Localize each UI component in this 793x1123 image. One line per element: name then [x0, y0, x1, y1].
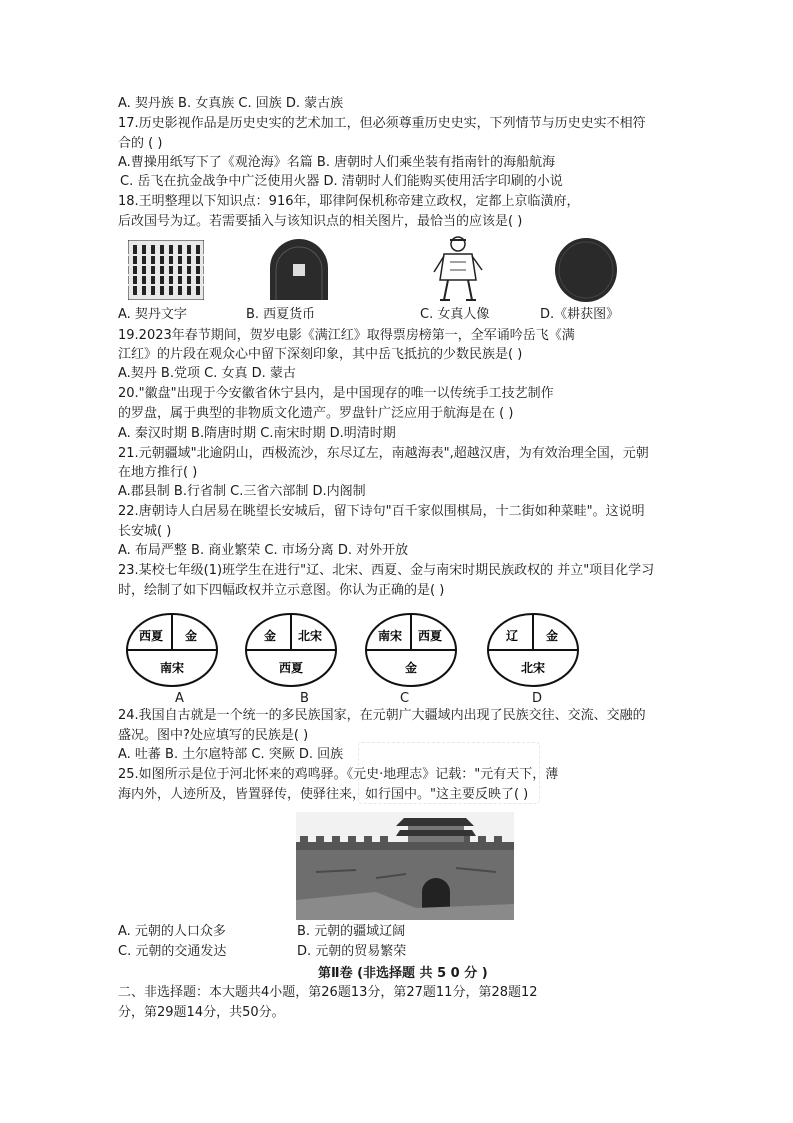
part-two-instructions: 二、非选择题：本大题共4小题，第26题13分，第27题11分，第28题12 — [118, 985, 538, 1000]
q22-options: A. 布局严整 B. 商业繁荣 C. 市场分离 D. 对外开放 — [118, 543, 409, 558]
diagram-b-bottom: 西夏 — [278, 661, 304, 675]
diagram-a-top-right: 金 — [184, 629, 198, 643]
q19-stem-cont: 江红》的片段在观众心中留下深刻印象，其中岳飞抵抗的少数民族是( ) — [118, 347, 523, 362]
diagram-d-letter: D — [532, 691, 543, 706]
q18-caption-c: C. 女真人像 — [420, 307, 490, 322]
diagram-b-top-right: 北宋 — [297, 629, 323, 643]
western-xia-coin-image — [268, 238, 330, 302]
q23-stem: 23.某校七年级(1)班学生在进行"辽、北宋、西夏、金与南宋时期民族政权的 并立"项目化学习 — [118, 563, 655, 578]
q25-stem-cont: 海内外，人迹所及，皆置驿传，使驿往来，如行国中。"这主要反映了( ) — [118, 787, 529, 802]
q18-stem-cont: 后改国号为辽。若需要插入与该知识点的相关图片，最恰当的应该是( ) — [118, 214, 523, 229]
q20-stem-cont: 的罗盘，属于典型的非物质文化遗产。罗盘针广泛应用于航海是在 ( ) — [118, 406, 514, 421]
q17-options-cd: C. 岳飞在抗金战争中广泛使用火器 D. 清朝时人们能购买使用活字印刷的小说 — [120, 174, 563, 189]
q25-stem: 25.如图所示是位于河北怀来的鸡鸣驿。《元史·地理志》记载："元有天下，薄 — [118, 767, 559, 782]
diagram-b-letter: B — [300, 691, 309, 706]
q20-options: A. 秦汉时期 B.隋唐时期 C.南宋时期 D.明清时期 — [118, 426, 396, 441]
q19-stem: 19.2023年春节期间，贺岁电影《满江红》取得票房榜第一，全军诵吟岳飞《满 — [118, 328, 575, 343]
diagram-a-letter: A — [175, 691, 184, 706]
q18-stem: 18.王明整理以下知识点：916年，耶律阿保机称帝建立政权，定都上京临潢府， — [118, 194, 580, 209]
q24-stem: 24.我国自古就是一个统一的多民族国家，在元朝广大疆域内出现了民族交往、交流、交融的 — [118, 708, 646, 723]
diagram-d-bottom: 北宋 — [520, 661, 546, 675]
plowing-harvest-image — [553, 236, 619, 304]
q22-stem-cont: 长安城( ) — [118, 524, 172, 539]
q20-stem: 20."徽盘"出现于今安徽省休宁县内，是中国现存的唯一以传统手工技艺制作 — [118, 386, 554, 401]
q24-options: A. 吐蕃 B. 土尔扈特部 C. 突厥 D. 回族 — [118, 747, 344, 762]
q19-options: A.契丹 B.党项 C. 女真 D. 蒙古 — [118, 366, 296, 381]
diagram-c-bottom: 金 — [404, 661, 418, 675]
diagram-d-top-right: 金 — [545, 629, 559, 643]
q22-stem: 22.唐朝诗人白居易在眺望长安城后，留下诗句"百千家似围棋局，十二街如种菜畦"。这说明 — [118, 504, 645, 519]
q17-stem: 17.历史影视作品是历史史实的艺术加工，但必须尊重历史史实，下列情节与历史史实不相符 — [118, 116, 646, 131]
regime-diagram-d — [486, 612, 580, 688]
q25-option-d: D. 元朝的贸易繁荣 — [297, 944, 407, 959]
jurchen-figure-image — [430, 234, 486, 304]
q18-caption-a: A. 契丹文字 — [118, 307, 187, 322]
q24-stem-cont: 盛况。图中?处应填写的民族是( ) — [118, 728, 309, 743]
diagram-a-top-left: 西夏 — [138, 629, 164, 643]
diagram-c-top-right: 西夏 — [417, 629, 443, 643]
q16-options: A. 契丹族 B. 女真族 C. 回族 D. 蒙古族 — [118, 96, 344, 111]
q17-options-ab: A.曹操用纸写下了《观沧海》名篇 B. 唐朝时人们乘坐装有指南针的海船航海 — [118, 155, 556, 170]
part-two-instructions-cont: 分，第29题14分，共50分。 — [118, 1005, 285, 1020]
regime-diagram-a — [125, 612, 219, 688]
q18-caption-b: B. 西夏货币 — [246, 307, 316, 322]
q18-caption-d: D.《耕获图》 — [540, 307, 620, 322]
q21-stem: 21.元朝疆域"北逾阴山，西极流沙，东尽辽左，南越海表",超越汉唐，为有效治理全国，元朝 — [118, 446, 649, 461]
q25-option-c: C. 元朝的交通发达 — [118, 944, 227, 959]
diagram-a-bottom: 南宋 — [159, 661, 185, 675]
diagram-c-top-left: 南宋 — [377, 629, 403, 643]
q23-stem-cont: 时，绘制了如下四幅政权并立示意图。你认为正确的是( ) — [118, 583, 445, 598]
jiming-post-station-photo — [296, 812, 514, 920]
khitan-script-image — [128, 240, 204, 300]
q17-stem-cont: 合的 ( ) — [118, 136, 163, 151]
diagram-d-top-left: 辽 — [505, 629, 519, 643]
q25-option-b: B. 元朝的疆域辽阔 — [297, 924, 406, 939]
q25-option-a: A. 元朝的人口众多 — [118, 924, 226, 939]
regime-diagram-c — [364, 612, 458, 688]
q21-options: A.郡县制 B.行省制 C.三省六部制 D.内阁制 — [118, 484, 366, 499]
diagram-c-letter: C — [400, 691, 410, 706]
q21-stem-cont: 在地方推行( ) — [118, 465, 198, 480]
regime-diagram-b — [244, 612, 338, 688]
section-title: 第Ⅱ卷 (非选择题 共 5 0 分 ) — [318, 966, 488, 981]
diagram-b-top-left: 金 — [263, 629, 277, 643]
